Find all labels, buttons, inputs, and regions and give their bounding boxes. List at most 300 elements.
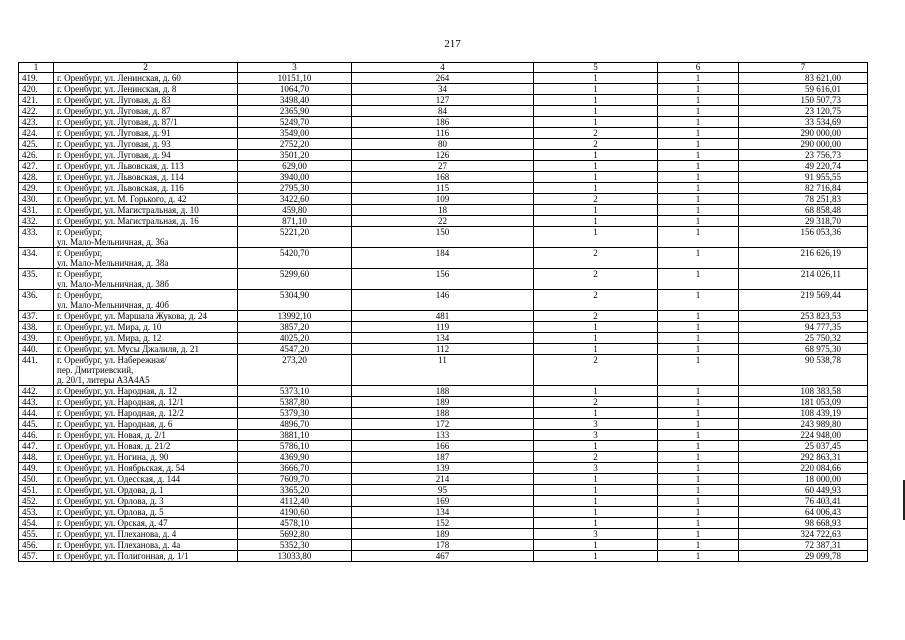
address-cell: г. Оренбург, ул. Ленинская, д. 60: [54, 73, 238, 84]
table-row: [19, 540, 868, 551]
row-number-cell: 419.: [19, 73, 54, 84]
row-number-cell: 421.: [19, 95, 54, 106]
residents-cell: 150: [352, 227, 534, 248]
address-cell: г. Оренбург, ул. Мира, д. 10: [54, 322, 238, 333]
address-cell: г. Оренбург, ул. М. Горького, д. 42: [54, 194, 238, 205]
column-header: 7: [739, 63, 868, 73]
column-header: 4: [352, 63, 534, 73]
residents-cell: 34: [352, 84, 534, 95]
address-cell: г. Оренбург, ул. Мало-Мельничная, д. 38а: [54, 248, 238, 269]
amount-cell: 18 000,00: [739, 474, 868, 485]
table-row: [19, 333, 868, 344]
residents-cell: 187: [352, 452, 534, 463]
row-number-cell: 432.: [19, 216, 54, 227]
row-number-cell: 426.: [19, 150, 54, 161]
column-5-cell: 2: [534, 248, 658, 269]
table-row: [19, 355, 868, 386]
amount-cell: 216 626,19: [739, 248, 868, 269]
residents-cell: 112: [352, 344, 534, 355]
amount-cell: 76 403,41: [739, 496, 868, 507]
area-cell: 3881,10: [238, 430, 352, 441]
column-6-cell: 1: [658, 150, 739, 161]
column-5-cell: 1: [534, 161, 658, 172]
table-row: [19, 311, 868, 322]
row-number-cell: 424.: [19, 128, 54, 139]
amount-cell: 23 756,73: [739, 150, 868, 161]
column-6-cell: 1: [658, 397, 739, 408]
amount-cell: 94 777,35: [739, 322, 868, 333]
address-cell: г. Оренбург, ул. Львовская, д. 113: [54, 161, 238, 172]
residents-cell: 80: [352, 139, 534, 150]
amount-cell: 78 251,83: [739, 194, 868, 205]
table-row: [19, 386, 868, 397]
area-cell: 2365,90: [238, 106, 352, 117]
table-row: [19, 507, 868, 518]
column-5-cell: 1: [534, 507, 658, 518]
column-6-cell: 1: [658, 507, 739, 518]
address-cell: г. Оренбург, ул. Плеханова, д. 4а: [54, 540, 238, 551]
area-cell: 5373,10: [238, 386, 352, 397]
residents-cell: 189: [352, 397, 534, 408]
area-cell: 273,20: [238, 355, 352, 386]
column-header: 6: [658, 63, 739, 73]
amount-cell: 72 387,31: [739, 540, 868, 551]
column-6-cell: 1: [658, 441, 739, 452]
area-cell: 4578,10: [238, 518, 352, 529]
column-5-cell: 1: [534, 333, 658, 344]
residents-cell: 146: [352, 290, 534, 311]
residents-cell: 116: [352, 128, 534, 139]
amount-cell: 23 120,75: [739, 106, 868, 117]
residents-cell: 188: [352, 408, 534, 419]
column-header: 3: [238, 63, 352, 73]
area-cell: 3501,20: [238, 150, 352, 161]
address-cell: г. Оренбург, ул. Луговая, д. 94: [54, 150, 238, 161]
column-header-row: [19, 63, 868, 73]
column-6-cell: 1: [658, 311, 739, 322]
residents-cell: 134: [352, 333, 534, 344]
column-5-cell: 3: [534, 529, 658, 540]
residents-cell: 184: [352, 248, 534, 269]
amount-cell: 292 863,31: [739, 452, 868, 463]
table-row: [19, 485, 868, 496]
column-5-cell: 1: [534, 485, 658, 496]
area-cell: 5249,70: [238, 117, 352, 128]
column-6-cell: 1: [658, 419, 739, 430]
table-row: [19, 128, 868, 139]
amount-cell: 150 507,73: [739, 95, 868, 106]
amount-cell: 214 026,11: [739, 269, 868, 290]
area-cell: 3365,20: [238, 485, 352, 496]
amount-cell: 290 000,00: [739, 139, 868, 150]
area-cell: 2795,30: [238, 183, 352, 194]
residents-cell: 188: [352, 386, 534, 397]
column-6-cell: 1: [658, 290, 739, 311]
column-6-cell: 1: [658, 227, 739, 248]
area-cell: 3666,70: [238, 463, 352, 474]
row-number-cell: 455.: [19, 529, 54, 540]
area-cell: 4025,20: [238, 333, 352, 344]
residents-cell: 152: [352, 518, 534, 529]
column-5-cell: 2: [534, 139, 658, 150]
row-number-cell: 450.: [19, 474, 54, 485]
column-6-cell: 1: [658, 183, 739, 194]
column-5-cell: 2: [534, 452, 658, 463]
table-row: [19, 419, 868, 430]
amount-cell: 29 318,70: [739, 216, 868, 227]
area-cell: 871,10: [238, 216, 352, 227]
column-6-cell: 1: [658, 344, 739, 355]
address-cell: г. Оренбург, ул. Орлова, д. 5: [54, 507, 238, 518]
amount-cell: 243 989,80: [739, 419, 868, 430]
column-5-cell: 1: [534, 344, 658, 355]
column-5-cell: 2: [534, 194, 658, 205]
row-number-cell: 449.: [19, 463, 54, 474]
area-cell: 4547,20: [238, 344, 352, 355]
table-row: [19, 248, 868, 269]
amount-cell: 83 621,00: [739, 73, 868, 84]
area-cell: 7609,70: [238, 474, 352, 485]
column-6-cell: 1: [658, 551, 739, 562]
residents-cell: 178: [352, 540, 534, 551]
area-cell: 1064,70: [238, 84, 352, 95]
area-cell: 3498,40: [238, 95, 352, 106]
area-cell: 629,00: [238, 161, 352, 172]
row-number-cell: 446.: [19, 430, 54, 441]
row-number-cell: 452.: [19, 496, 54, 507]
column-6-cell: 1: [658, 355, 739, 386]
address-cell: г. Оренбург, ул. Магистральная, д. 10: [54, 205, 238, 216]
residents-cell: 109: [352, 194, 534, 205]
row-number-cell: 430.: [19, 194, 54, 205]
column-6-cell: 1: [658, 216, 739, 227]
amount-cell: 29 099,78: [739, 551, 868, 562]
column-5-cell: 1: [534, 386, 658, 397]
area-cell: 3422,60: [238, 194, 352, 205]
amount-cell: 290 000,00: [739, 128, 868, 139]
area-cell: 4369,90: [238, 452, 352, 463]
column-6-cell: 1: [658, 518, 739, 529]
table-row: [19, 518, 868, 529]
address-cell: г. Оренбург, ул. Набережная/ пер. Дмитриевский, д. 20/1, литеры А3А4А5: [54, 355, 238, 386]
table-row: [19, 106, 868, 117]
table-row: [19, 290, 868, 311]
column-5-cell: 1: [534, 95, 658, 106]
table-row: [19, 73, 868, 84]
table-row: [19, 322, 868, 333]
amount-cell: 59 616,01: [739, 84, 868, 95]
table-row: [19, 463, 868, 474]
column-6-cell: 1: [658, 408, 739, 419]
column-6-cell: 1: [658, 463, 739, 474]
amount-cell: 156 053,36: [739, 227, 868, 248]
amount-cell: 90 538,78: [739, 355, 868, 386]
table-row: [19, 95, 868, 106]
column-6-cell: 1: [658, 117, 739, 128]
row-number-cell: 440.: [19, 344, 54, 355]
address-cell: г. Оренбург, ул. Народная, д. 12: [54, 386, 238, 397]
column-5-cell: 1: [534, 322, 658, 333]
address-cell: г. Оренбург, ул. Магистральная, д. 16: [54, 216, 238, 227]
column-6-cell: 1: [658, 161, 739, 172]
column-5-cell: 2: [534, 311, 658, 322]
column-6-cell: 1: [658, 333, 739, 344]
column-5-cell: 1: [534, 150, 658, 161]
address-cell: г. Оренбург, ул. Маршала Жукова, д. 24: [54, 311, 238, 322]
table-row: [19, 161, 868, 172]
column-header: 5: [534, 63, 658, 73]
area-cell: 3549,00: [238, 128, 352, 139]
amount-cell: 60 449,93: [739, 485, 868, 496]
table-row: [19, 172, 868, 183]
address-cell: г. Оренбург, ул. Мало-Мельничная, д. 40б: [54, 290, 238, 311]
column-5-cell: 1: [534, 474, 658, 485]
row-number-cell: 438.: [19, 322, 54, 333]
row-number-cell: 427.: [19, 161, 54, 172]
residents-cell: 27: [352, 161, 534, 172]
amount-cell: 49 220,74: [739, 161, 868, 172]
address-cell: г. Оренбург, ул. Мира, д. 12: [54, 333, 238, 344]
amount-cell: 220 084,66: [739, 463, 868, 474]
row-number-cell: 422.: [19, 106, 54, 117]
residents-cell: 189: [352, 529, 534, 540]
amount-cell: 25 750,32: [739, 333, 868, 344]
address-cell: г. Оренбург, ул. Ноябрьская, д. 54: [54, 463, 238, 474]
column-5-cell: 1: [534, 73, 658, 84]
column-5-cell: 3: [534, 463, 658, 474]
row-number-cell: 428.: [19, 172, 54, 183]
column-5-cell: 3: [534, 430, 658, 441]
column-6-cell: 1: [658, 106, 739, 117]
row-number-cell: 420.: [19, 84, 54, 95]
address-cell: г. Оренбург, ул. Новая, д. 2/1: [54, 430, 238, 441]
row-number-cell: 435.: [19, 269, 54, 290]
area-cell: 2752,20: [238, 139, 352, 150]
column-6-cell: 1: [658, 139, 739, 150]
column-6-cell: 1: [658, 452, 739, 463]
row-number-cell: 425.: [19, 139, 54, 150]
table-row: [19, 194, 868, 205]
column-5-cell: 1: [534, 84, 658, 95]
amount-cell: 108 439,19: [739, 408, 868, 419]
amount-cell: 219 569,44: [739, 290, 868, 311]
residents-cell: 95: [352, 485, 534, 496]
address-cell: г. Оренбург, ул. Львовская, д. 114: [54, 172, 238, 183]
amount-cell: 108 383,58: [739, 386, 868, 397]
housing-table: [18, 62, 868, 562]
residents-cell: 139: [352, 463, 534, 474]
address-cell: г. Оренбург, ул. Народная, д. 12/2: [54, 408, 238, 419]
table-body: [19, 73, 868, 562]
address-cell: г. Оренбург, ул. Одесская, д. 144: [54, 474, 238, 485]
column-6-cell: 1: [658, 128, 739, 139]
column-5-cell: 2: [534, 355, 658, 386]
amount-cell: 33 534,69: [739, 117, 868, 128]
amount-cell: 64 006,43: [739, 507, 868, 518]
address-cell: г. Оренбург, ул. Орская, д. 47: [54, 518, 238, 529]
amount-cell: 68 858,48: [739, 205, 868, 216]
residents-cell: 126: [352, 150, 534, 161]
area-cell: 5352,30: [238, 540, 352, 551]
row-number-cell: 456.: [19, 540, 54, 551]
table-row: [19, 139, 868, 150]
address-cell: г. Оренбург, ул. Луговая, д. 83: [54, 95, 238, 106]
residents-cell: 11: [352, 355, 534, 386]
amount-cell: 91 955,55: [739, 172, 868, 183]
residents-cell: 133: [352, 430, 534, 441]
row-number-cell: 423.: [19, 117, 54, 128]
table-row: [19, 269, 868, 290]
column-6-cell: 1: [658, 194, 739, 205]
column-header: 2: [54, 63, 238, 73]
area-cell: 5299,60: [238, 269, 352, 290]
table-row: [19, 551, 868, 562]
area-cell: 13992,10: [238, 311, 352, 322]
residents-cell: 115: [352, 183, 534, 194]
table-row: [19, 205, 868, 216]
column-5-cell: 2: [534, 269, 658, 290]
table-row: [19, 84, 868, 95]
area-cell: 459,80: [238, 205, 352, 216]
address-cell: г. Оренбург, ул. Ордова, д. 1: [54, 485, 238, 496]
column-5-cell: 1: [534, 117, 658, 128]
page-number: 217: [444, 38, 461, 50]
amount-cell: 82 716,84: [739, 183, 868, 194]
table-row: [19, 408, 868, 419]
row-number-cell: 439.: [19, 333, 54, 344]
column-6-cell: 1: [658, 485, 739, 496]
table-row: [19, 216, 868, 227]
row-number-cell: 433.: [19, 227, 54, 248]
residents-cell: 168: [352, 172, 534, 183]
column-5-cell: 1: [534, 496, 658, 507]
row-number-cell: 442.: [19, 386, 54, 397]
column-6-cell: 1: [658, 73, 739, 84]
column-5-cell: 1: [534, 172, 658, 183]
table-row: [19, 441, 868, 452]
row-number-cell: 437.: [19, 311, 54, 322]
column-5-cell: 2: [534, 397, 658, 408]
column-5-cell: 1: [534, 441, 658, 452]
residents-cell: 134: [352, 507, 534, 518]
row-number-cell: 444.: [19, 408, 54, 419]
residents-cell: 84: [352, 106, 534, 117]
table-row: [19, 529, 868, 540]
residents-cell: 166: [352, 441, 534, 452]
residents-cell: 18: [352, 205, 534, 216]
address-cell: г. Оренбург, ул. Орлова, д. 3: [54, 496, 238, 507]
column-header: 1: [19, 63, 54, 73]
row-number-cell: 447.: [19, 441, 54, 452]
address-cell: г. Оренбург, ул. Мало-Мельничная, д. 38б: [54, 269, 238, 290]
area-cell: 5379,30: [238, 408, 352, 419]
table-row: [19, 117, 868, 128]
row-number-cell: 457.: [19, 551, 54, 562]
residents-cell: 119: [352, 322, 534, 333]
column-6-cell: 1: [658, 248, 739, 269]
address-cell: г. Оренбург, ул. Львовская, д. 116: [54, 183, 238, 194]
table-row: [19, 496, 868, 507]
row-number-cell: 453.: [19, 507, 54, 518]
address-cell: г. Оренбург, ул. Мало-Мельничная, д. 36а: [54, 227, 238, 248]
column-5-cell: 1: [534, 518, 658, 529]
address-cell: г. Оренбург, ул. Народная, д. 6: [54, 419, 238, 430]
table-row: [19, 183, 868, 194]
amount-cell: 181 053,09: [739, 397, 868, 408]
residents-cell: 22: [352, 216, 534, 227]
column-5-cell: 1: [534, 227, 658, 248]
residents-cell: 264: [352, 73, 534, 84]
column-6-cell: 1: [658, 269, 739, 290]
amount-cell: 224 948,00: [739, 430, 868, 441]
address-cell: г. Оренбург, ул. Мусы Джалиля, д. 21: [54, 344, 238, 355]
address-cell: г. Оренбург, ул. Луговая, д. 93: [54, 139, 238, 150]
address-cell: г. Оренбург, ул. Ленинская, д. 8: [54, 84, 238, 95]
address-cell: г. Оренбург, ул. Плеханова, д. 4: [54, 529, 238, 540]
row-number-cell: 454.: [19, 518, 54, 529]
table-row: [19, 397, 868, 408]
column-6-cell: 1: [658, 430, 739, 441]
area-cell: 5387,80: [238, 397, 352, 408]
row-number-cell: 436.: [19, 290, 54, 311]
amount-cell: 68 975,30: [739, 344, 868, 355]
area-cell: 4112,40: [238, 496, 352, 507]
residents-cell: 214: [352, 474, 534, 485]
amount-cell: 253 823,53: [739, 311, 868, 322]
row-number-cell: 431.: [19, 205, 54, 216]
area-cell: 4190,60: [238, 507, 352, 518]
address-cell: г. Оренбург, ул. Ногина, д. 90: [54, 452, 238, 463]
column-6-cell: 1: [658, 496, 739, 507]
row-number-cell: 451.: [19, 485, 54, 496]
row-number-cell: 429.: [19, 183, 54, 194]
column-5-cell: 1: [534, 551, 658, 562]
column-5-cell: 1: [534, 183, 658, 194]
residents-cell: 172: [352, 419, 534, 430]
row-number-cell: 434.: [19, 248, 54, 269]
address-cell: г. Оренбург, ул. Луговая, д. 87: [54, 106, 238, 117]
column-6-cell: 1: [658, 172, 739, 183]
column-5-cell: 1: [534, 408, 658, 419]
column-5-cell: 3: [534, 419, 658, 430]
table-row: [19, 474, 868, 485]
column-6-cell: 1: [658, 529, 739, 540]
amount-cell: 324 722,63: [739, 529, 868, 540]
column-6-cell: 1: [658, 205, 739, 216]
area-cell: 5786,10: [238, 441, 352, 452]
row-number-cell: 445.: [19, 419, 54, 430]
area-cell: 3857,20: [238, 322, 352, 333]
area-cell: 5420,70: [238, 248, 352, 269]
residents-cell: 156: [352, 269, 534, 290]
column-5-cell: 1: [534, 205, 658, 216]
table-row: [19, 452, 868, 463]
row-number-cell: 441.: [19, 355, 54, 386]
table-row: [19, 430, 868, 441]
address-cell: г. Оренбург, ул. Луговая, д. 91: [54, 128, 238, 139]
area-cell: 10151,10: [238, 73, 352, 84]
amount-cell: 98 668,93: [739, 518, 868, 529]
row-number-cell: 448.: [19, 452, 54, 463]
residents-cell: 169: [352, 496, 534, 507]
column-5-cell: 1: [534, 106, 658, 117]
column-6-cell: 1: [658, 474, 739, 485]
column-5-cell: 1: [534, 216, 658, 227]
address-cell: г. Оренбург, ул. Луговая, д. 87/1: [54, 117, 238, 128]
area-cell: 5692,80: [238, 529, 352, 540]
table-row: [19, 344, 868, 355]
residents-cell: 481: [352, 311, 534, 322]
